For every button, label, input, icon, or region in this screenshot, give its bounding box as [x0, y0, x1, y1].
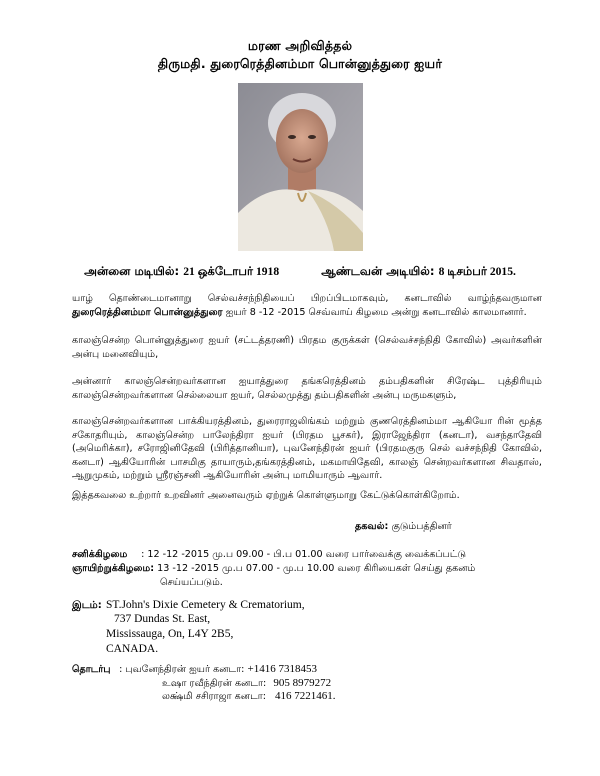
info-value: குடும்பத்தினர் [391, 521, 452, 532]
venue-block [72, 597, 305, 613]
sunday-label: ஞாயிற்றுக்கிழமை: [72, 563, 155, 574]
death-label: ஆண்டவன் அடியில்: [321, 264, 435, 278]
venue-line-2: 737 Dundas St. East, [114, 613, 211, 625]
contact-phone-2: 905 8979272 [273, 677, 332, 689]
deceased-name: திருமதி. துரைரெத்தினம்மா பொன்னுத்துரை ஐயர் [157, 56, 443, 71]
paragraph-origin [72, 292, 542, 319]
deceased-name-inline: துரைரெத்தினம்மா பொன்னுத்துரை [72, 306, 223, 318]
passing-text: ஐயர் 8 -12 -2015 செவ்வாய் கிழமை அன்று கனடாவில் [225, 306, 470, 318]
saturday-label: சனிக்கிழமை [72, 549, 128, 560]
contact-phone-3: 416 7221461. [275, 690, 336, 702]
schedule-saturday [72, 548, 552, 561]
venue-line-3: Mississauga, On, L4Y 2B5, [106, 628, 234, 640]
origin-text: யாழ் தொண்டைமானாறு செல்வச்சந்நிதியைப் பிறப்பிடமாகவும், கனடாவில் வாழ்ந்தவருமான [72, 293, 542, 304]
paragraph-request: இத்தகவலை உற்றார் உறவினர் அனைவரும் ஏற்றுக் கொள்ளுமாறு கேட்டுக்கொள்கிறோம். [72, 490, 460, 501]
life-dates [0, 264, 600, 280]
birth-date: 21 ஒக்டோபர் 1918 [183, 265, 280, 278]
contact-name-1: : புவனேந்திரன் ஐயர் கனடா: [119, 664, 245, 675]
contact-label: தொடர்பு [72, 664, 111, 675]
paragraph-spouse: காலஞ்சென்ற பொன்னுத்துரை ஐயர் (சட்டத்தரணி) பிரதம குருக்கள் (செல்வச்சந்நிதி கோவில்) அவர்களின் அன்பு மனைவியும், [72, 335, 542, 360]
sunday-text: 13 -12 -2015 மு.ப 07.00 - மு.ப 10.00 வரை கிரியைகள் செய்து தகனம் [157, 563, 476, 574]
notice-title: மரண அறிவித்தல் [247, 38, 353, 53]
portrait-photo [238, 83, 363, 251]
paragraph-family: காலஞ்சென்றவர்களான பாக்கியரத்தினம், துரைராஜலிங்கம் மற்றும் குணரெத்தினம்மா ஆகியோ ரின் மூத்த சகோதரியும், காலஞ்சென்ற பாலேந்திரா ஐயர் (பிரதம பூசகர்), இராஜேந்திரா (கனடா), வசந்தாதேவி (அமெரிக்கா), சரோஜினிதேவி (பிரித்தானியா), புவனேந்திரன் ஐயர் (பிரதமகுரு செல் வச்சந்நிதி கோவில், கனடா) ஆகியோரின் பாசமிகு தாயாரும்,தங்கரத்தினம், மகமாயிதேவி, காலஞ் சென்றவர்களான சிவதாஸ், ஆறுமுகம், மற்றும் ஸ்ரீரஞ்சனி ஆகியோரின் அன்பு மாமியாரும் ஆவார். [72, 416, 542, 481]
info-line [355, 520, 452, 533]
venue-line-4: CANADA. [106, 643, 159, 655]
venue-label: இடம்: [72, 600, 102, 611]
contact-name-3: லக்ஷ்மி சசிராஜா கனடா: [162, 691, 266, 702]
death-date: 8 டிசம்பர் 2015. [438, 265, 516, 278]
birth-label: அன்னை மடியில்: [84, 264, 180, 278]
contact-phone-1: +1416 7318453 [247, 663, 317, 675]
contact-row-1 [72, 662, 317, 677]
passed-away-text: காலமானார். [472, 306, 527, 318]
portrait-illustration [238, 83, 363, 251]
schedule-sunday [72, 562, 552, 575]
contact-name-2: உஷா ரவீந்திரன் கனடா: [162, 678, 267, 689]
paragraph-parents: அன்னார் காலஞ்சென்றவர்களான ஐயாத்துரை தங்கரெத்தினம் தம்பதிகளின் சிரேஷ்ட புத்திரியும் காலஞ்சென்றவர்களான செல்லையா ஐயர், செல்லமுத்து தம்பதிகளின் அன்பு மருமகளும், [72, 376, 542, 401]
contact-row-3 [162, 689, 336, 704]
info-label: தகவல்: [355, 521, 389, 532]
saturday-text: : 12 -12 -2015 மு.ப 09.00 - பி.ப 01.00 வரை பார்வைக்கு வைக்கப்பட்டு [141, 549, 467, 560]
venue-line-1: ST.John's Dixie Cemetery & Crematorium, [106, 599, 305, 611]
schedule-sunday-cont: செய்யப்படும். [160, 577, 223, 588]
